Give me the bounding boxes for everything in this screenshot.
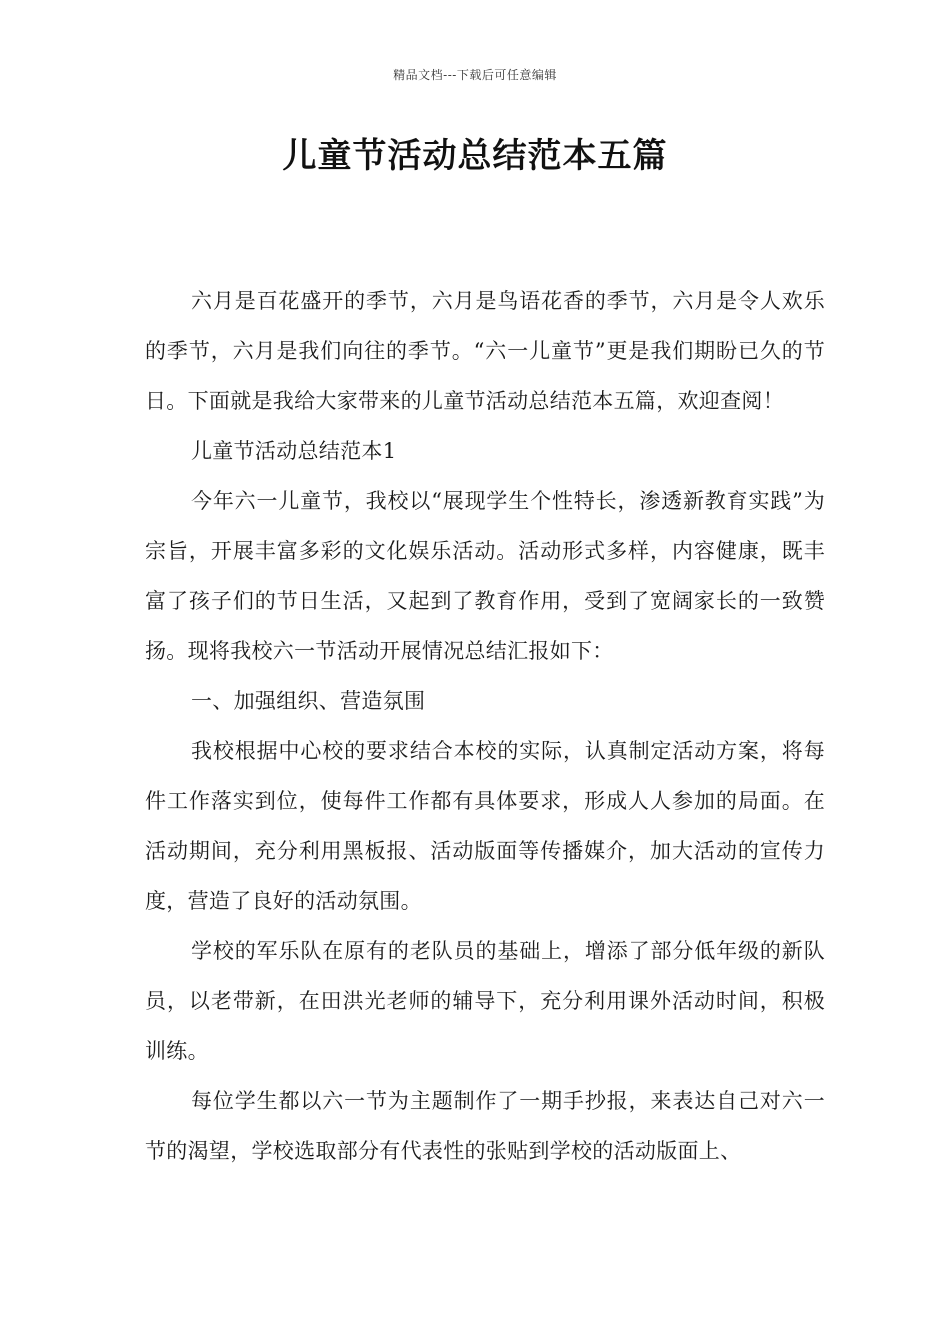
section-heading: 儿童节活动总结范本1	[191, 439, 397, 463]
body-paragraph: 每位学生都以六一节为主题制作了一期手抄报，来表达自己对六一节的渴望，学校选取部分有代表性的张贴到学校的活动版面上、	[145, 1089, 825, 1163]
body-paragraph: 我校根据中心校的要求结合本校的实际，认真制定活动方案，将每件工作落实到位，使每件工作都有具体要求，形成人人参加的局面。在活动期间，充分利用黑板报、活动版面等传播媒介，加大活动的宣传力度，营造了良好的活动氛围。	[145, 739, 825, 913]
document-body	[145, 276, 825, 1176]
subsection-heading: 一、加强组织、营造氛围	[191, 689, 426, 713]
body-paragraph: 学校的军乐队在原有的老队员的基础上，增添了部分低年级的新队员，以老带新，在田洪光老师的辅导下，充分利用课外活动时间，积极训练。	[145, 939, 825, 1063]
document-title: 儿童节活动总结范本五篇	[282, 136, 668, 176]
intro-paragraph: 六月是百花盛开的季节，六月是鸟语花香的季节，六月是令人欢乐的季节，六月是我们向往的季节。“六一儿童节”更是我们期盼已久的节日。下面就是我给大家带来的儿童节活动总结范本五篇，欢迎查阅！	[145, 289, 825, 413]
header-note: 精品文档---下载后可任意编辑	[393, 68, 557, 82]
body-paragraph: 今年六一儿童节，我校以“展现学生个性特长，渗透新教育实践”为宗旨，开展丰富多彩的文化娱乐活动。活动形式多样，内容健康，既丰富了孩子们的节日生活，又起到了教育作用，受到了宽阔家长的一致赞扬。现将我校六一节活动开展情况总结汇报如下：	[145, 489, 825, 663]
